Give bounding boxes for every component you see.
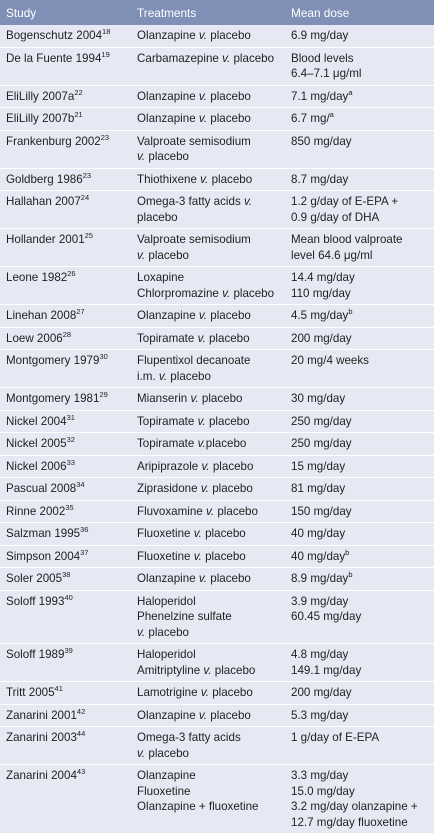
treatment-line: Phenelzine sulfate: [137, 610, 232, 623]
table-row: [0, 25, 434, 47]
header-study: Study: [6, 5, 37, 20]
header-mean-dose: Mean dose: [291, 5, 350, 20]
dose-text: 4.5 mg/day: [291, 309, 349, 322]
dose-text: 8.9 mg/day: [291, 572, 349, 585]
reference-number: 42: [76, 706, 86, 716]
dose-text: 81 mg/day: [291, 482, 346, 495]
reference-number: 29: [99, 390, 108, 399]
table-row: [0, 350, 434, 388]
study-name: Zanarini 2003: [6, 731, 77, 744]
dose-text: Mean blood valproate: [291, 233, 403, 246]
table-row: [0, 704, 434, 727]
dose-cell: [288, 523, 434, 546]
header-treatments: Treatments: [137, 5, 197, 20]
treatments-cell: [134, 410, 288, 433]
dose-cell: [288, 305, 434, 328]
treatments-cell: [134, 130, 288, 168]
dose-line: [291, 571, 430, 587]
dose-line: [291, 51, 430, 67]
treatment-line: Olanzapine v. placebo: [137, 29, 251, 42]
treatment-line: Olanzapine v. placebo: [137, 89, 251, 103]
dose-cell: [288, 130, 434, 168]
dose-cell: [288, 727, 434, 765]
treatment-line: Olanzapine v. placebo: [137, 708, 251, 722]
dose-line: [291, 663, 430, 679]
dose-text: 0.9 g/day of DHA: [291, 210, 380, 224]
study-cell: [0, 644, 134, 682]
study-name: Tritt 2005: [6, 686, 55, 699]
dose-text: 150 mg/day: [291, 504, 352, 518]
dose-text: 250 mg/day: [291, 414, 352, 428]
study-name: Leone 1982: [6, 271, 68, 284]
treatment-line: Carbamazepine v. placebo: [137, 51, 275, 65]
reference-number: 39: [64, 646, 73, 655]
reference-number: 28: [62, 329, 72, 339]
study-cell: [0, 433, 134, 456]
dose-line: [291, 308, 430, 324]
study-cell: [0, 765, 134, 834]
treatment-line: Valproate semisodium: [137, 233, 251, 246]
study-name: Soler 2005: [6, 572, 63, 585]
dose-line: [291, 685, 430, 701]
dose-text: 6.7 mg/: [291, 112, 330, 125]
treatment-line: Lamotrigine v. placebo: [137, 686, 253, 699]
reference-number: 44: [76, 729, 86, 738]
study-name: Salzman 1995: [6, 527, 81, 540]
dose-line: [291, 248, 430, 264]
treatment-line: Fluoxetine v. placebo: [137, 549, 246, 563]
treatments-cell: [134, 267, 288, 305]
dose-line: [291, 286, 430, 302]
dose-cell: [288, 455, 434, 478]
table-row: [0, 327, 434, 350]
dose-cell: [288, 410, 434, 433]
reference-number: 22: [74, 87, 83, 97]
dose-text: 12.7 mg/day fluoxetine: [291, 815, 408, 829]
study-name: Nickel 2006: [6, 459, 67, 473]
treatment-line: Haloperidol: [137, 648, 196, 661]
study-name: Simpson 2004: [6, 549, 81, 563]
table-row: [0, 85, 434, 108]
dose-cell: [288, 25, 434, 47]
reference-number: 35: [65, 502, 74, 512]
footnote-marker: b: [348, 307, 353, 316]
study-name: Rinne 2002: [6, 504, 66, 518]
dose-line: [291, 66, 430, 82]
dose-cell: [288, 545, 434, 568]
dose-line: [291, 134, 430, 150]
dose-text: 200 mg/day: [291, 686, 352, 699]
dose-text: 15.0 mg/day: [291, 784, 355, 798]
table-row: [0, 523, 434, 546]
dose-cell: [288, 433, 434, 456]
treatment-line: placebo: [137, 210, 178, 224]
dose-line: [291, 436, 430, 452]
treatments-cell: [134, 191, 288, 229]
treatment-line: Olanzapine: [137, 769, 196, 782]
study-name: Zanarini 2001: [6, 708, 77, 722]
dose-text: 7.1 mg/day: [291, 89, 349, 103]
dose-cell: [288, 191, 434, 229]
table-row: [0, 644, 434, 682]
dose-text: 8.7 mg/day: [291, 172, 349, 186]
study-name: Zanarini 2004: [6, 769, 77, 782]
table-row: [0, 108, 434, 131]
dose-line: [291, 194, 430, 210]
dose-text: 200 mg/day: [291, 331, 352, 345]
dose-line: [291, 549, 430, 565]
treatment-line: Olanzapine v. placebo: [137, 572, 251, 585]
footnote-marker: b: [348, 570, 353, 579]
study-name: Goldberg 1986: [6, 172, 83, 186]
dose-line: [291, 89, 430, 105]
reference-number: 41: [54, 684, 63, 693]
treatment-line: Mianserin v. placebo: [137, 392, 243, 405]
table-row: [0, 410, 434, 433]
dose-cell: [288, 478, 434, 501]
dose-line: [291, 594, 430, 610]
treatments-cell: [134, 455, 288, 478]
dose-line: [291, 391, 430, 407]
table-row: [0, 267, 434, 305]
reference-number: 37: [80, 547, 89, 557]
dose-text: 14.4 mg/day: [291, 271, 355, 284]
study-cell: [0, 130, 134, 168]
treatments-cell: [134, 350, 288, 388]
table-row: [0, 455, 434, 478]
treatments-cell: [134, 644, 288, 682]
study-name: EliLilly 2007b: [6, 112, 75, 125]
dose-cell: [288, 229, 434, 267]
dose-text: 3.2 mg/day olanzapine +: [291, 800, 418, 813]
treatments-cell: [134, 433, 288, 456]
study-cell: [0, 590, 134, 644]
study-cell: [0, 500, 134, 523]
treatment-line: Loxapine: [137, 271, 185, 284]
treatments-cell: [134, 108, 288, 131]
dose-text: 4.8 mg/day: [291, 648, 349, 661]
treatment-line: v. placebo: [137, 625, 190, 639]
dose-line: [291, 232, 430, 248]
treatments-cell: [134, 327, 288, 350]
reference-number: 31: [66, 412, 75, 422]
study-name: Loew 2006: [6, 331, 63, 345]
study-cell: [0, 727, 134, 765]
treatments-cell: [134, 568, 288, 591]
study-cell: [0, 229, 134, 267]
table-row: [0, 727, 434, 765]
study-name: Montgomery 1981: [6, 392, 100, 405]
study-name: Soloff 1989: [6, 648, 65, 661]
dose-cell: [288, 168, 434, 191]
treatments-cell: [134, 590, 288, 644]
study-cell: [0, 704, 134, 727]
table-row: [0, 168, 434, 191]
study-name: Nickel 2005: [6, 437, 67, 450]
dose-line: [291, 172, 430, 188]
table-row: [0, 388, 434, 411]
dose-text: 30 mg/day: [291, 392, 346, 405]
treatment-line: Aripiprazole v. placebo: [137, 459, 254, 473]
dose-cell: [288, 85, 434, 108]
dose-line: [291, 609, 430, 625]
treatment-line: v. placebo: [137, 150, 190, 163]
dose-line: [291, 459, 430, 475]
study-name: Pascual 2008: [6, 482, 77, 495]
study-cell: [0, 350, 134, 388]
study-name: Soloff 1993: [6, 594, 65, 608]
dose-line: [291, 647, 430, 663]
reference-number: 34: [76, 480, 85, 489]
study-cell: [0, 25, 134, 47]
treatment-line: Ziprasidone v. placebo: [137, 482, 253, 495]
dose-text: 1.2 g/day of E-EPA +: [291, 195, 399, 208]
study-name: Frankenburg 2002: [6, 134, 101, 148]
study-name: Montgomery 1979: [6, 354, 100, 367]
treatment-line: Topiramate v. placebo: [137, 331, 250, 345]
table-row: [0, 191, 434, 229]
table-row: [0, 590, 434, 644]
treatment-line: i.m. v. placebo: [137, 369, 211, 383]
treatment-line: v. placebo: [137, 248, 190, 262]
dose-cell: [288, 704, 434, 727]
reference-number: 23: [82, 170, 92, 180]
table-row: [0, 229, 434, 267]
treatments-cell: [134, 682, 288, 705]
dose-cell: [288, 568, 434, 591]
dose-cell: [288, 590, 434, 644]
dose-line: [291, 28, 430, 44]
table-row: [0, 47, 434, 85]
table-header: [0, 0, 434, 25]
reference-number: 25: [84, 231, 93, 240]
table-row: [0, 130, 434, 168]
footnote-marker: b: [345, 547, 350, 557]
dose-cell: [288, 108, 434, 131]
header-row: [0, 0, 434, 25]
treatments-cell: [134, 85, 288, 108]
reference-number: 38: [62, 570, 71, 579]
dose-cell: [288, 350, 434, 388]
study-name: Hollander 2001: [6, 233, 85, 246]
treatment-line: Omega-3 fatty acids v.: [137, 195, 253, 208]
dose-line: [291, 210, 430, 226]
treatment-line: Topiramate v.placebo: [137, 437, 247, 450]
study-cell: [0, 47, 134, 85]
treatments-cell: [134, 25, 288, 47]
dose-cell: [288, 500, 434, 523]
treatments-cell: [134, 229, 288, 267]
dose-text: 6.4–7.1 μg/ml: [291, 67, 362, 80]
table-row: [0, 478, 434, 501]
reference-number: 23: [100, 132, 110, 142]
table-row: [0, 682, 434, 705]
dose-text: 3.9 mg/day: [291, 594, 349, 608]
dose-line: [291, 730, 430, 746]
dose-line: [291, 504, 430, 520]
study-cell: [0, 327, 134, 350]
study-name: Linehan 2008: [6, 309, 77, 322]
dose-line: [291, 526, 430, 542]
dose-text: 40 mg/day: [291, 549, 346, 563]
treatments-cell: [134, 727, 288, 765]
study-cell: [0, 523, 134, 546]
dose-line: [291, 799, 430, 815]
footnote-marker: a: [348, 87, 353, 97]
dose-cell: [288, 765, 434, 834]
dose-text: 5.3 mg/day: [291, 708, 349, 722]
study-cell: [0, 168, 134, 191]
reference-number: 36: [80, 525, 89, 534]
reference-number: 30: [99, 352, 108, 361]
treatment-line: Flupentixol decanoate: [137, 354, 251, 367]
dose-text: Blood levels: [291, 51, 354, 65]
treatments-cell: [134, 388, 288, 411]
reference-number: 24: [80, 193, 90, 202]
study-name: De la Fuente 1994: [6, 51, 102, 65]
dose-line: [291, 414, 430, 430]
dose-cell: [288, 644, 434, 682]
dose-line: [291, 708, 430, 724]
dose-line: [291, 270, 430, 286]
treatments-cell: [134, 545, 288, 568]
dose-line: [291, 815, 430, 831]
study-cell: [0, 410, 134, 433]
treatment-line: Thiothixene v. placebo: [137, 172, 253, 186]
treatment-line: Chlorpromazine v. placebo: [137, 286, 275, 300]
treatment-line: Fluvoxamine v. placebo: [137, 504, 258, 518]
study-name: EliLilly 2007a: [6, 89, 75, 103]
study-cell: [0, 568, 134, 591]
dose-cell: [288, 388, 434, 411]
reference-number: 21: [74, 110, 83, 119]
dose-text: 110 mg/day: [291, 286, 351, 300]
treatment-line: Haloperidol: [137, 594, 196, 608]
dose-text: 60.45 mg/day: [291, 610, 362, 623]
table-row: [0, 500, 434, 523]
dose-cell: [288, 682, 434, 705]
dose-line: [291, 111, 430, 127]
study-cell: [0, 455, 134, 478]
dose-text: 149.1 mg/day: [291, 663, 362, 677]
study-cell: [0, 267, 134, 305]
dose-cell: [288, 47, 434, 85]
dose-line: [291, 331, 430, 347]
study-cell: [0, 682, 134, 705]
table-row: [0, 765, 434, 834]
dose-text: 6.9 mg/day: [291, 29, 349, 42]
table-row: [0, 305, 434, 328]
footnote-marker: a: [329, 110, 334, 119]
reference-number: 19: [101, 49, 110, 59]
treatment-line: Olanzapine v. placebo: [137, 112, 251, 125]
dose-text: 250 mg/day: [291, 437, 352, 450]
study-cell: [0, 191, 134, 229]
reference-number: 18: [102, 27, 111, 36]
study-cell: [0, 388, 134, 411]
reference-number: 27: [76, 307, 85, 316]
reference-number: 43: [76, 767, 86, 776]
treatment-line: Valproate semisodium: [137, 134, 251, 148]
dose-text: level 64.6 μg/ml: [291, 248, 373, 262]
reference-number: 26: [67, 269, 76, 278]
treatment-line: Omega-3 fatty acids: [137, 731, 241, 744]
dose-text: 15 mg/day: [291, 459, 346, 473]
reference-number: 33: [66, 457, 75, 467]
treatment-line: Olanzapine + fluoxetine: [137, 800, 259, 813]
treatments-cell: [134, 765, 288, 834]
treatment-line: Olanzapine v. placebo: [137, 309, 251, 322]
table-row: [0, 545, 434, 568]
treatments-cell: [134, 305, 288, 328]
study-name: Nickel 2004: [6, 414, 67, 428]
dose-text: 40 mg/day: [291, 527, 346, 540]
dose-text: 1 g/day of E-EPA: [291, 731, 380, 744]
treatments-cell: [134, 704, 288, 727]
dose-text: 850 mg/day: [291, 134, 352, 148]
reference-number: 32: [66, 435, 75, 444]
treatment-line: Fluoxetine v. placebo: [137, 527, 246, 540]
dose-text: 20 mg/4 weeks: [291, 354, 369, 367]
study-cell: [0, 478, 134, 501]
study-cell: [0, 545, 134, 568]
study-cell: [0, 108, 134, 131]
treatments-cell: [134, 168, 288, 191]
treatments-cell: [134, 523, 288, 546]
dose-line: [291, 768, 430, 784]
treatments-cell: [134, 478, 288, 501]
dose-cell: [288, 267, 434, 305]
study-name: Bogenschutz 2004: [6, 29, 103, 42]
reference-number: 40: [64, 592, 73, 602]
table-body: [0, 25, 434, 834]
treatments-cell: [134, 500, 288, 523]
table-row: [0, 433, 434, 456]
dose-cell: [288, 327, 434, 350]
dose-line: [291, 481, 430, 497]
treatment-line: Amitriptyline v. placebo: [137, 663, 256, 677]
treatments-cell: [134, 47, 288, 85]
study-cell: [0, 85, 134, 108]
study-name: Hallahan 2007: [6, 195, 81, 208]
table-row: [0, 568, 434, 591]
dose-text: 3.3 mg/day: [291, 769, 349, 782]
treatment-line: v. placebo: [137, 746, 190, 760]
study-cell: [0, 305, 134, 328]
treatment-line: Fluoxetine: [137, 784, 191, 798]
dose-line: [291, 353, 430, 369]
treatment-line: Topiramate v. placebo: [137, 414, 250, 428]
dose-line: [291, 784, 430, 800]
